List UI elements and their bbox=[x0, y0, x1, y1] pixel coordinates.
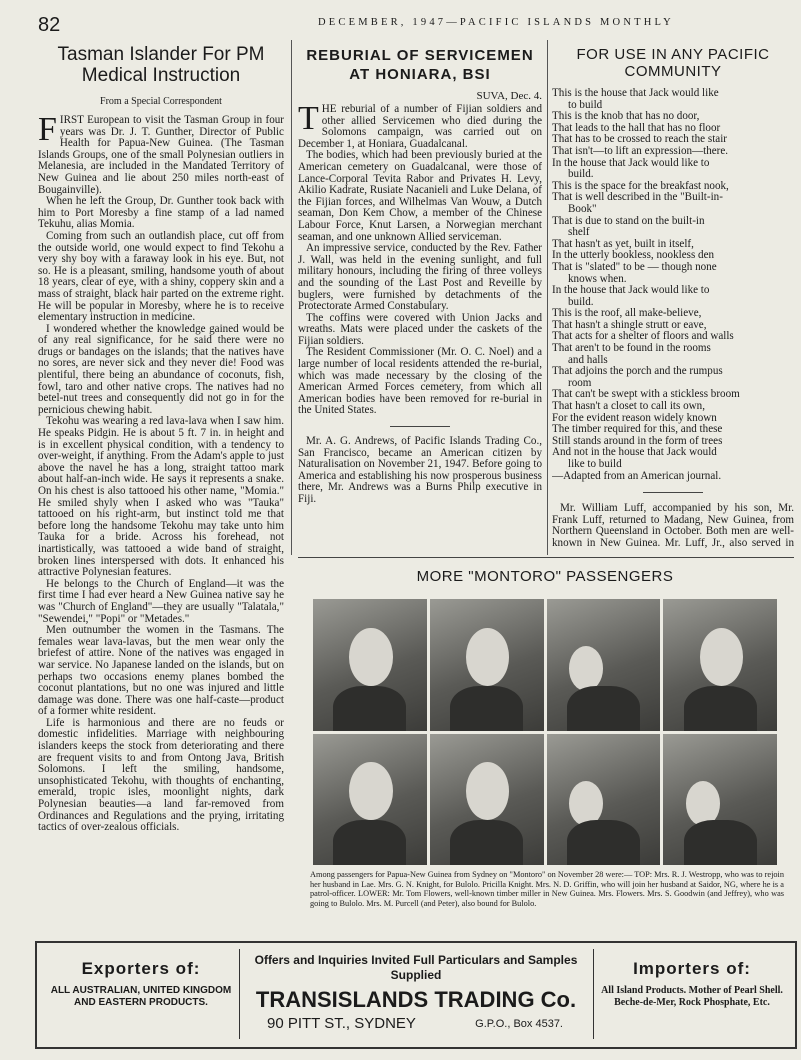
poem-line: That aren't to be found in the rooms bbox=[552, 342, 711, 355]
photo-caption: Among passengers for Papua-New Guinea from Sydney on "Montoro" on November 28 were:— TOP: Mrs. R. J. Westropp, who was to rejoin her husband in Lae. Mrs. G. N. Knight, for Bulolo. Pricilla Knight. Mrs. N. D. Griffin, who will join her husband at Saidor, NG, where he is a patrol-officer. LOWER: Mr. Tom Flowers, well-known timber miller in New Guinea. Mrs. Flowers. Mrs. S. Goodwin (and Jeffrey), who was going to Bulolo. Mrs. M. Purcell (and Peter), also bound for Bulolo. bbox=[310, 870, 784, 908]
news-note: Mr. William Luff, accompanied by his son, Mr. Frank Luff, returned to Madang, New Guinea, from Northern Queensland in October. Both men are well-known in New Guinea. Mr. Luff, Jr., also served in bbox=[552, 502, 794, 548]
poem-line: That can't be swept with a stickless broom bbox=[552, 388, 740, 401]
photo-grid bbox=[313, 599, 777, 865]
poem-line: room bbox=[568, 376, 592, 389]
section-rule bbox=[298, 557, 794, 558]
article-title: REBURIAL OF SERVICEMEN AT HONIARA, BSI bbox=[306, 47, 534, 83]
exporters-heading: Exporters of: bbox=[81, 959, 201, 978]
drop-cap: F bbox=[38, 111, 57, 148]
divider bbox=[643, 492, 703, 493]
column-rule bbox=[547, 40, 548, 555]
poem-line: In the house that Jack would like to bbox=[552, 284, 710, 297]
article-paragraph: Men outnumber the women in the Tasmans. The females wear lava-lavas, but the men wear only the briefest of attire. None of the natives was engaged in war service. No Japanese landed on the islands, but on perhaps two occasions enemy planes bombed the coconut plantations, but no one was injured and little damage was done. There was one half-caste—product of a former white resident. bbox=[38, 624, 284, 718]
photo-mrs-westropp bbox=[313, 599, 427, 731]
news-note: Mr. A. G. Andrews, of Pacific Islands Trading Co., San Francisco, became an American citizen by Naturalisation on November 21, 1947. Before going to America and establishing his now prosperous business there, Mr. Andrews was a Burns Philp executive in Fiji. bbox=[298, 435, 542, 505]
poem-line: —Adapted from an American journal. bbox=[552, 469, 722, 482]
poem-line: knows when. bbox=[568, 272, 627, 285]
article-tasman-islander bbox=[38, 38, 284, 940]
article-paragraph: Coming from such an outlandish place, cut off from the outside world, one would expect to find Tekohu a very shy boy with a faraway look in his eye. But, not so. He is a pleasant, smiling, handsome youth of about 18 years, clear of eye, with a shiny, coppery skin and a mass of straight, black hair parted on the extreme right. He will be popular in Moresby, where he is to receive elementary instruction in medicine. bbox=[38, 229, 284, 324]
gallery-title: MORE "MONTORO" PASSENGERS bbox=[416, 568, 674, 585]
poem-line: That hasn't as yet, built in itself, bbox=[552, 237, 694, 250]
poem-line: That leads to the hall that has no floor bbox=[552, 121, 721, 134]
running-head: DECEMBER, 1947—PACIFIC ISLANDS MONTHLY bbox=[318, 17, 674, 28]
poem bbox=[552, 88, 794, 482]
offer-text: Offers and Inquiries Invited Full Particulars and Samples Supplied bbox=[254, 953, 578, 982]
article-title: FOR USE IN ANY PACIFIC COMMUNITY bbox=[576, 46, 770, 80]
poem-line: and halls bbox=[568, 353, 608, 366]
poem-line: This is the house that Jack would like bbox=[552, 87, 719, 99]
poem-line: That hasn't a closet to call its own, bbox=[552, 400, 705, 413]
article-paragraph: Tekohu was wearing a red lava-lava when I saw him. He speaks Pidgin. He is about 5 ft. 7 in. in height and is in excellent physical condition, with a tendency to over-weight, if anything. From the Adam's apple to just above the navel he has a long, straight tattoo mark about half-an-inch wide. He says it represents a snake. On his chest is also tattooed his other name, "Momia." He smiled shyly when I asked who was "Tauka" tattooed on his right-arm, but instinct told me that before long the handsome Tekohu may take unto him Tauka for a bride. Across his forehead, not inartistically, was tattooed a wide band of straight, broken lines interspersed with dots. It enhanced his attractive Polynesian features. bbox=[38, 415, 284, 579]
article-paragraph: I wondered whether the knowledge gained would be of any real significance, for he said there were no drugs or bandages on the islands; that the natives have no sores, are never sick and they never die! Food was plentiful, there being an abundance of coconuts, fish, fowl, taro and other native crops. The natives had no betel-nut trees and consequently did not go in for the pernicious chewing habit. bbox=[38, 322, 284, 416]
article-body bbox=[38, 111, 284, 834]
poem-line: In the utterly bookless, nookless den bbox=[552, 249, 715, 262]
article-paragraph: The bodies, which had been previously buried at the American cemetery on Guadalcanal, were those of Lance-Corporal Tevita Rabor and Privates H. Levy, Akilio Kadrate, Rusiate Nacanieli and Luke Delana, of the Fijian forces, and Wilhelmas Van Wouw, a Dutch seaman, Don Kem Chow, a member of the Chinese Labour Force, Knut Larsen, a Norwegian merchant seaman, and one unknown Allied serviceman. bbox=[298, 149, 542, 243]
poem-line: And not in the house that Jack would bbox=[552, 446, 717, 459]
article-body bbox=[298, 100, 542, 417]
byline: From a Special Correspondent bbox=[100, 96, 222, 107]
article-paragraph: Life is harmonious and there are no feuds or domestic infidelities. Marriage with neighbouring islanders keeps the stock from deteriorating and there are frequent visits to and from Ontong Java, British Solomons. I left the smiling, handsome, unsophisticated Tekohu, with thoughts of enchanting, emerald, tropic isles, moonlight nights, dark Polynesian beauties—a land far-removed from Ordinances and Regulations and the prying, irritating tactics of over-zealous officials. bbox=[38, 716, 284, 834]
article-paragraph: THE reburial of a number of Fijian soldiers and other allied Servicemen who died during the Solomons campaign, was carried out on December 1, at Honiara, Guadalcanal. bbox=[298, 100, 542, 150]
poem-line: That hasn't a shingle strutt or eave, bbox=[552, 318, 707, 331]
article-paragraph: An impressive service, conducted by the Rev. Father J. Wall, was held in the evening sunlight, and full military honours, including the firing of three volleys and the sounding of the Last Post and Reveille by buglers, were furnished by detachments of the Protectorate Armed Constabulary. bbox=[298, 242, 542, 313]
poem-line: Still stands around in the form of trees bbox=[552, 434, 723, 447]
drop-cap: T bbox=[298, 100, 319, 137]
photo-mrs-purcell bbox=[663, 734, 777, 866]
company-name: TRANSISLANDS TRADING Co. bbox=[255, 987, 577, 1012]
divider bbox=[390, 426, 450, 427]
column-rule bbox=[291, 40, 292, 555]
photo-mrs-knight bbox=[430, 599, 544, 731]
poem-line: This is the roof, all make-believe, bbox=[552, 307, 702, 320]
poem-line: That is due to stand on the built-in bbox=[552, 214, 705, 227]
poem-line: This is the space for the breakfast nook, bbox=[552, 179, 729, 192]
importers-heading: Importers of: bbox=[633, 959, 751, 978]
poem-line: like to build bbox=[568, 458, 622, 470]
photo-mrs-griffin bbox=[663, 599, 777, 731]
dateline: SUVA, Dec. 4. bbox=[476, 90, 542, 102]
poem-line: This is the knob that has no door, bbox=[552, 110, 700, 123]
poem-line: build. bbox=[568, 295, 594, 308]
photo-pricilla-knight bbox=[547, 599, 661, 731]
article-paragraph: When he left the Group, Dr. Gunther took back with him to Port Moresby a fine stamp of a lad named Tekuhu, alias Momia. bbox=[38, 195, 284, 231]
ad-company bbox=[243, 949, 589, 1039]
company-address bbox=[243, 1015, 589, 1032]
photo-mrs-flowers bbox=[430, 734, 544, 866]
poem-line: to build bbox=[568, 98, 603, 111]
article-paragraph: The Resident Commissioner (Mr. O. C. Noel) and a large number of local residents attended the re-burial, which was made necessary by the closing of the American Armed Forces cemetery, from which all American bodies have been removed for re-burial in the United States. bbox=[298, 346, 542, 417]
ad-exporters bbox=[43, 949, 240, 1039]
photo-mrs-goodwin bbox=[547, 734, 661, 866]
poem-line: That has to be crossed to reach the stair bbox=[552, 133, 727, 146]
poem-line: For the evident reason widely known bbox=[552, 411, 717, 424]
poem-line: That acts for a shelter of floors and walls bbox=[552, 330, 734, 343]
advertisement bbox=[35, 941, 797, 1049]
article-paragraph: The coffins were covered with Union Jacks and wreaths. Mats were placed under the caskets of the Fijian soldiers. bbox=[298, 311, 542, 347]
article-poem bbox=[552, 38, 794, 548]
page-number: 82 bbox=[38, 14, 61, 36]
importers-text: All Island Products. Mother of Pearl Shell. Beche-de-Mer, Rock Phosphate, Etc. bbox=[601, 985, 783, 1008]
poem-line: That isn't—to lift an expression—there. bbox=[552, 144, 729, 157]
poem-line: The timber required for this, and these bbox=[552, 423, 723, 436]
poem-line: That is well described in the "Built-in- bbox=[552, 191, 723, 204]
article-paragraph: FIRST European to visit the Tasman Group in four years was Dr. J. T. Gunther, Director of Public Health for Papua-New Guinea. (The Tasman Islands Groups, one of the small Polynesian outliers in Melanesia, are included in the Mandated Territory of New Guinea and lie about 250 miles north-east of Bougainville). bbox=[38, 111, 284, 196]
ad-importers bbox=[593, 949, 790, 1039]
article-reburial bbox=[298, 38, 542, 548]
poem-line: Book" bbox=[568, 202, 597, 215]
street-address: 90 PITT ST., SYDNEY bbox=[267, 1015, 416, 1032]
photo-mr-flowers bbox=[313, 734, 427, 866]
poem-line: That adjoins the porch and the rumpus bbox=[552, 365, 723, 378]
po-box: G.P.O., Box 4537. bbox=[475, 1018, 563, 1030]
poem-line: In the house that Jack would like to bbox=[552, 156, 710, 169]
article-paragraph: He belongs to the Church of England—it was the first time I had ever heard a New Guinea native say he was "Church of England"—they are usually "Talatala," "Sewendei," "Popi" or "Metades." bbox=[38, 577, 284, 625]
article-title: Tasman Islander For PM Medical Instruction bbox=[57, 44, 265, 86]
exporters-text: ALL AUSTRALIAN, UNITED KINGDOM AND EASTERN PRODUCTS. bbox=[50, 985, 232, 1008]
poem-line: shelf bbox=[568, 226, 590, 239]
poem-line: That is "slated" to be — though none bbox=[552, 260, 717, 273]
poem-line: build. bbox=[568, 168, 594, 181]
